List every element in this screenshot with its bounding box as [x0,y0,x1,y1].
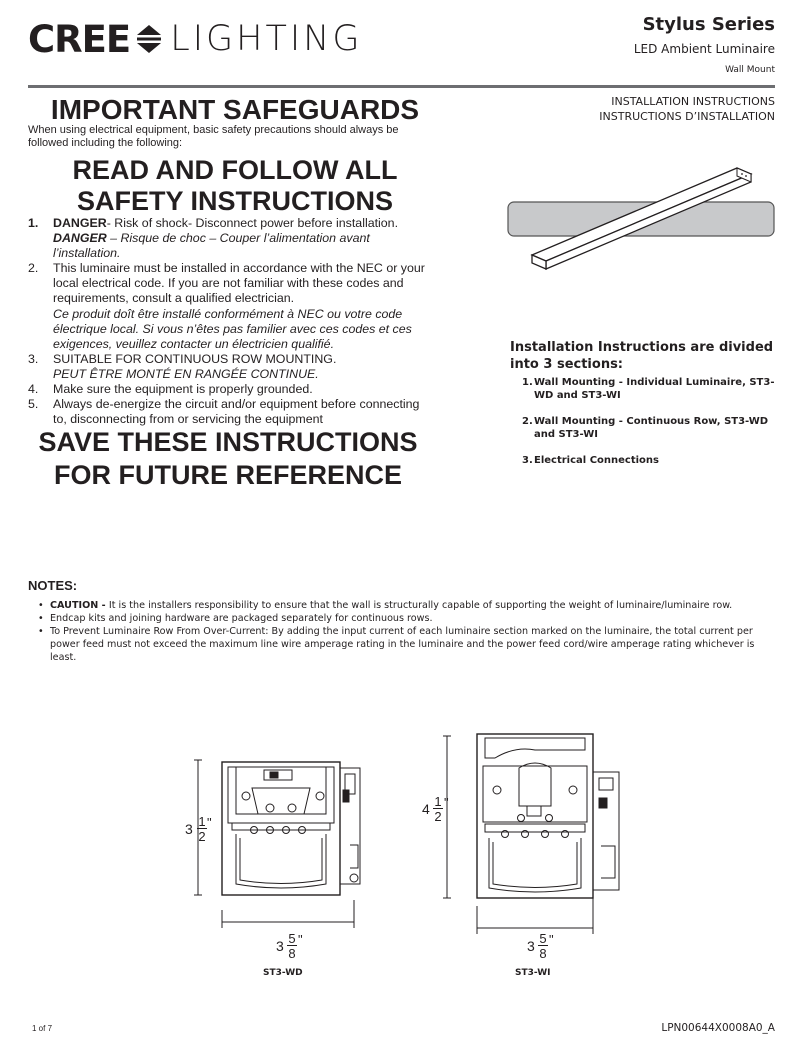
read-follow-line-2: SAFETY INSTRUCTIONS [76,186,394,216]
note-item-2 [38,612,778,625]
bullet-icon: • [38,613,44,624]
st3-wi-profile [477,734,619,898]
safety-item-2 [28,261,428,352]
caution-label: CAUTION - [50,600,109,611]
note-text: Endcap kits and joining hardware are packaged separately for continuous rows. [50,613,433,624]
item-number: 5. [28,397,39,412]
item-text: Make sure the equipment is properly grounded. [53,382,313,397]
st3-wi-cross-section-diagram [435,728,625,940]
cree-chevron-logo-icon [136,24,162,54]
logo-lighting-text: LIGHTING [170,19,363,59]
safeguards-intro: When using electrical equipment, basic safety precautions should always be followed including the following: [28,124,399,149]
section-text: Electrical Connections [534,455,659,466]
note-item-1 [38,599,778,612]
series-title: Stylus Series [642,14,775,35]
safety-item-5 [28,397,428,427]
item-number: 4. [28,382,39,397]
note-text: To Prevent Luminaire Row From Over-Current: By adding the input current of each luminaire section marked on the luminaire, the total current per power feed must not exceed the maximum line wire amperage rating in the luminaire and the power feed cord/wire amperage rating whichever is least. [50,626,755,663]
instructions-heading-fr: INSTRUCTIONS D’INSTALLATION [599,110,775,123]
item-number: 1. [28,216,39,230]
cree-lighting-logo [28,14,362,64]
danger-label-fr: DANGER [53,231,107,246]
item-text-fr: PEUT ÊTRE MONTÉ EN RANGÉE CONTINUE. [53,366,319,381]
danger-text: - Risk of shock- Disconnect power before installation. [106,216,399,230]
safety-item-3 [28,352,428,382]
safety-item-4 [28,382,428,397]
section-number: 1. [522,377,533,388]
header-rule [28,85,775,88]
notes-list [38,599,778,664]
item-number: 2. [28,261,39,276]
safety-item-1 [28,216,428,261]
section-text: Wall Mounting - Continuous Row, ST3-WD and ST3-WI [534,416,769,440]
product-subtitle: LED Ambient Luminaire [633,42,775,56]
item-text: Always de-energize the circuit and/or equipment before connecting to, disconnecting from or servicing the equipment [53,397,420,427]
danger-text-fr: – Risque de choc – Couper l’alimentation avant l’installation. [53,231,370,261]
section-item-3 [522,454,777,467]
item-text-fr: Ce produit doît être installé conformément à NEC ou votre code électrique local. Si vous n’êtes pas familier avec ces codes et ces exigences, veuillez contacter un électricien qualifié. [53,306,412,351]
item-text: This luminaire must be installed in accordance with the NEC or your local electrical code. If you are not familiar with these codes and requirements, consult a qualified electrician. [53,261,425,306]
note-item-3 [38,625,778,664]
st3-wd-caption: ST3-WD [263,968,303,978]
notes-title: NOTES: [28,578,78,593]
document-number: LPN00644X0008A0_A [661,1022,775,1034]
st3-wd-profile [222,762,360,895]
sections-title: Installation Instructions are divided into 3 sections: [510,340,774,372]
item-text: SUITABLE FOR CONTINUOUS ROW MOUNTING. [53,351,337,366]
section-number: 3. [522,455,533,466]
item-number: 3. [28,351,39,366]
sections-list [522,376,777,480]
bullet-icon: • [38,626,44,637]
safety-list [28,216,428,427]
luminaire-on-wall-illustration [505,160,780,280]
mount-type: Wall Mount [725,65,775,75]
section-item-2 [522,415,777,441]
st3-wd-cross-section-diagram [180,750,380,960]
st3-wi-caption: ST3-WI [515,968,551,978]
important-safeguards-title: IMPORTANT SAFEGUARDS [50,94,420,125]
save-instructions-title [28,426,428,492]
section-number: 2. [522,416,533,427]
section-text: Wall Mounting - Individual Luminaire, ST3-WD and ST3-WI [534,377,775,401]
bullet-icon: • [38,600,44,611]
page-number: 1 of 7 [32,1024,53,1033]
save-line-1: SAVE THESE INSTRUCTIONS [38,427,418,457]
section-item-1 [522,376,777,402]
instructions-heading-en: INSTALLATION INSTRUCTIONS [611,95,775,108]
note-text: It is the installers responsibility to ensure that the wall is structurally capable of supporting the weight of luminaire/luminaire row. [108,600,733,611]
read-follow-title [28,155,442,217]
read-follow-line-1: READ AND FOLLOW ALL [72,155,398,185]
logo-cree-text: CREE [28,17,131,61]
save-line-2: FOR FUTURE REFERENCE [53,460,402,490]
danger-label: DANGER [53,216,107,230]
